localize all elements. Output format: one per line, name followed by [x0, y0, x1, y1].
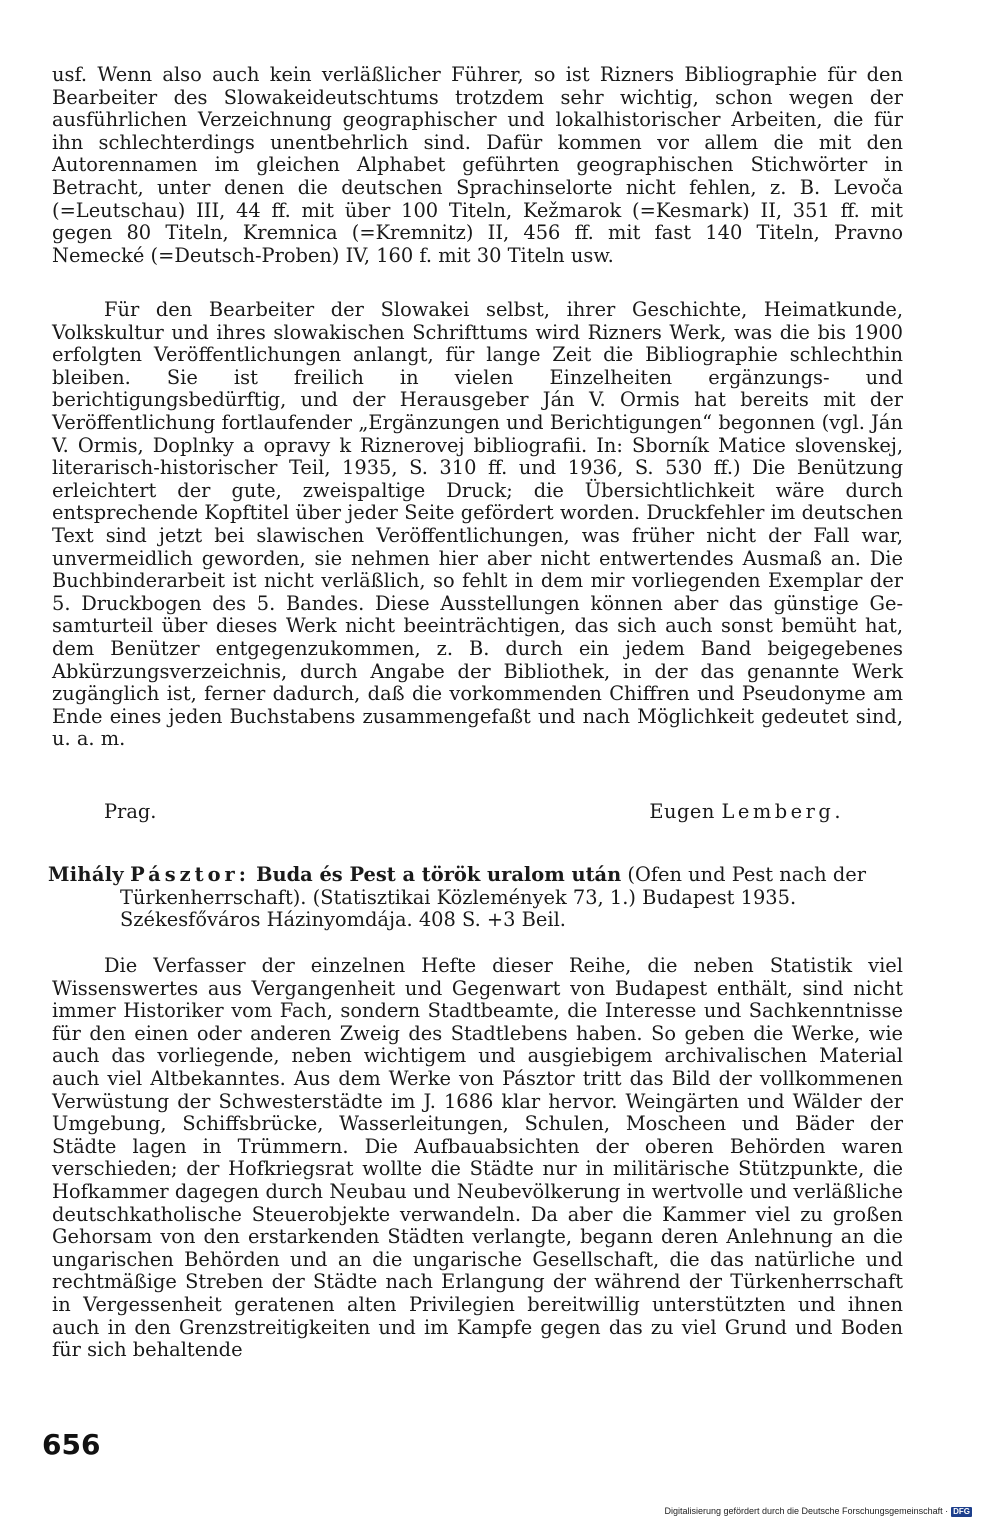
dfg-logo-icon: DFG: [953, 1506, 970, 1516]
signature-place: Prag.: [104, 800, 157, 823]
bibliographic-entry: [48, 864, 903, 932]
digitization-credit: [664, 1506, 972, 1517]
signature-reviewer: [649, 800, 844, 824]
reviewer-last-name: Lemberg.: [721, 800, 844, 823]
entry-author-last: Pásztor:: [130, 863, 250, 886]
review-paragraph-1: [52, 64, 903, 267]
entry-title: Buda és Pest a török uralom után: [256, 863, 622, 886]
paragraph-text: usf. Wenn also auch kein verläßlicher Führer, so ist Rizners Bibliographie für den Bearbeiter des Slowakeideutschtums trotzdem sehr wichtig, schon wegen der ausführlichen Verzeichnung geographischer und lokalhistorischer Arbeiten, die für ihn schlechterdings unentbehrlich sind. Dafür kommen vor allem die mit den Autorennamen im gleichen Alphabet geführten geographischen Stichwörter in Betracht, unter denen die deutschen Sprachinselorte nicht fehlen, z. B. Levoča (=Leutschau) III, 44 ff. mit über 100 Titeln, Kežmarok (=Kesmark) II, 351 ff. mit gegen 80 Titeln, Kremnica (=Kremnitz) II, 456 ff. mit fast 140 Titeln, Pravno Nemecké (=Deutsch-Proben) IV, 160 f. mit 30 Titeln usw.: [52, 63, 903, 267]
entry-citation: (Ofen und Pest nach der Türkenherrschaft). (Statisztikai Közlemények 73, 1.) Budapest 1935. Székesfőváros Házinyomdája. 408 S. +3 Beil.: [120, 863, 866, 932]
entry-author-first: Mihály: [48, 863, 124, 886]
credit-text: Digitalisierung gefördert durch die Deutsche Forschungsgemeinschaft ·: [664, 1506, 949, 1516]
paragraph-text: Für den Bearbeiter der Slowakei selbst, ihrer Geschichte, Heimatkunde, Volkskultur und ihres slowakischen Schrifttums wird Rizners Werk, was die bis 1900 erfolgten Veröffentlichungen anlangt, für lange Zeit die Bibliographie schlechthin bleiben. Sie ist freilich in vielen Einzelheiten ergänzungs- und berichtigungsbedürftig, und der Herausgeber Ján V. Ormis hat bereits mit der Veröffentlichung fortlaufender „Ergänzungen und Berichtigungen“ begonnen (vgl. Ján V. Ormis, Doplnky a opravy k Riznerovej bibliografii. In: Sborník Matice slovenskej, literarisch-historischer Teil, 1935, S. 310 ff. und 1936, S. 530 ff.) Die Benützung erleichtert der gute, zweispaltige Druck; die Übersichtlichkeit wäre durch entsprechende Kopftitel über jeder Seite gefördert worden. Druckfehler im deutschen Text sind jetzt bei slawischen Veröffentlichungen, was früher nicht der Fall war, unvermeidlich geworden, sie nehmen hier aber nicht entwertendes Ausmaß an. Die Buchbinderarbeit ist nicht verläßlich, so fehlt in dem mir vorliegenden Exemplar der 5. Druckbogen des 5. Bandes. Diese Ausstellungen können aber das günstige Gesamturteil über dieses Werk nicht beeinträchtigen, das sich auch sonst bemüht hat, dem Benützer entgegenzukommen, z. B. durch ein jedem Band beigegebenes Abkürzungsverzeichnis, durch Angabe der Bibliothek, in der das genannte Werk zugänglich ist, ferner dadurch, daß die vorkommenden Chiffren und Pseudonyme am Ende eines jeden Buchstabens zusammengefaßt und nach Möglichkeit gedeutet sind, u. a. m.: [52, 298, 903, 751]
reviewer-first-name: Eugen: [649, 800, 715, 823]
paragraph-text: Die Verfasser der einzelnen Hefte dieser Reihe, die neben Statistik viel Wissenswertes aus Vergangenheit und Gegenwart von Budapest enthält, sind nicht immer Historiker vom Fach, sondern Stadtbeamte, die Interesse und Sachkenntnisse für den einen oder anderen Zweig des Stadtlebens haben. So geben die Werke, wie auch das vorliegende, neben wichtigem und ausgiebigem archivalischen Material auch viel Altbekanntes. Aus dem Werke von Pásztor tritt das Bild der vollkommenen Verwüstung der Schwesterstädte im J. 1686 klar hervor. Weingärten und Wälder der Umgebung, Schiffsbrücke, Wasserleitungen, Schulen, Moscheen und Bäder der Städte lagen in Trümmern. Die Aufbauabsichten der oberen Behörden waren verschieden; der Hofkriegsrat wollte die Städte nur in militärische Stützpunkte, die Hofkammer dagegen durch Neubau und Neubevölkerung in wertvolle und verläßliche deutschkatholische Steuerobjekte verwandeln. Da aber die Kammer viel zu großen Gehorsam von den erstarkenden Städten verlangte, begann deren Anlehnung an die ungarischen Behörden und an die ungarische Gesellschaft, die das natürliche und rechtmäßige Streben der Städte nach Erlangung der während der Türkenherrschaft in Vergessenheit geratenen alten Privilegien bereitwillig unterstützten und ihnen auch in den Grenzstreitigkeiten und im Kampfe gegen das zu viel Grund und Boden für sich behaltende: [52, 954, 903, 1362]
review-paragraph-2: [52, 299, 903, 751]
page-number: 656: [42, 1428, 101, 1461]
review-paragraph-3: [52, 955, 903, 1362]
